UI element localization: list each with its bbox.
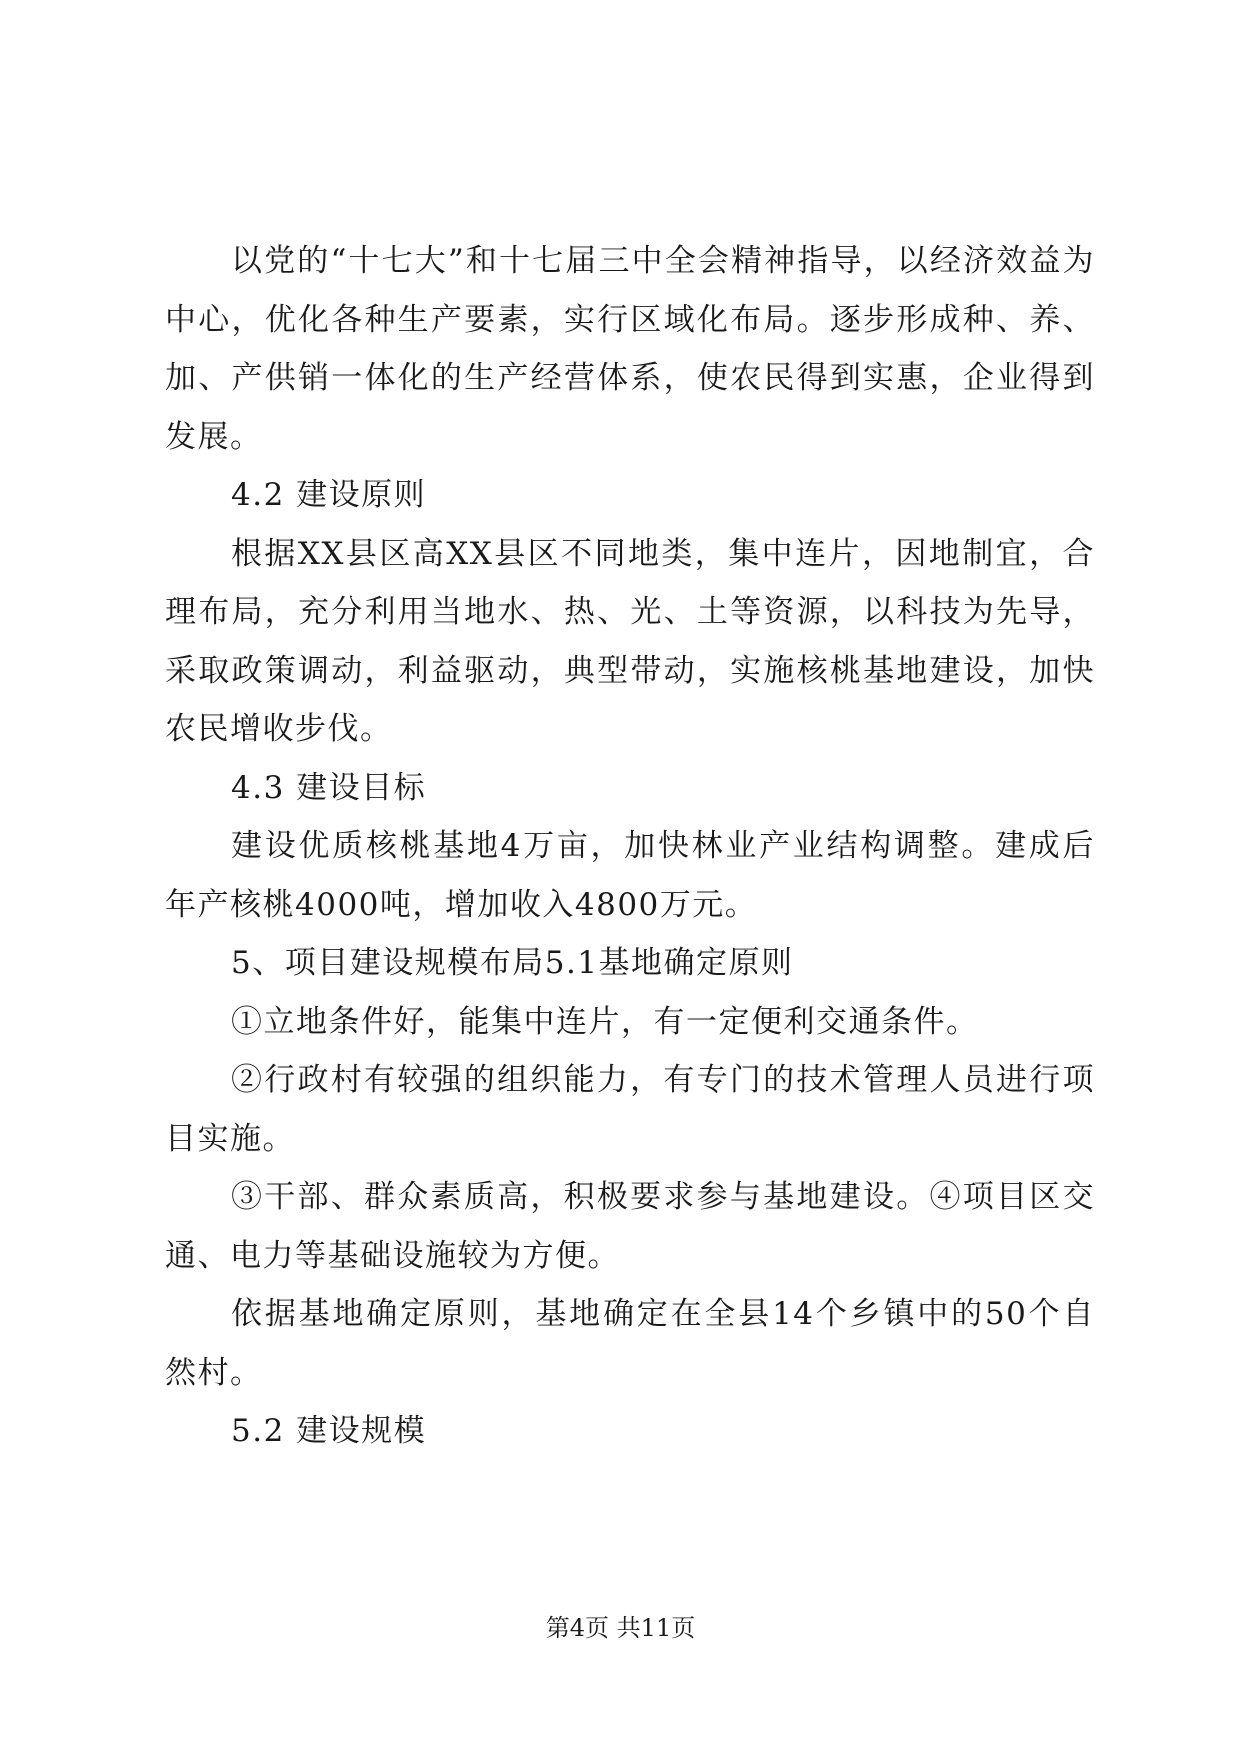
- list-item-criterion-2: ②行政村有较强的组织能力，有专门的技术管理人员进行项目实施。: [165, 1062, 1095, 1157]
- paragraph-guiding-principle: 以党的“十七大”和十七届三中全会精神指导，以经济效益为中心，优化各种生产要素，实行区域化布局。逐步形成种、养、加、产供销一体化的生产经营体系，使农民得到实惠，企业得到发展。: [165, 243, 1095, 455]
- paragraph-construction-principles: 根据XX县区高XX县区不同地类，集中连片，因地制宜，合理布局，充分利用当地水、热、光、土等资源，以科技为先导，采取政策调动，利益驱动，典型带动，实施核桃基地建设，加快农民增收步伐。: [165, 535, 1095, 747]
- list-item-criterion-3-4: ③干部、群众素质高，积极要求参与基地建设。④项目区交通、电力等基础设施较为方便。: [165, 1179, 1095, 1274]
- page-number-footer: 第4页 共11页: [545, 1614, 696, 1642]
- paragraph-construction-goals: 建设优质核桃基地4万亩，加快林业产业结构调整。建成后年产核桃4000吨，增加收入4800万元。: [165, 828, 1095, 923]
- heading-4-3: 4.3 建设目标: [231, 769, 427, 806]
- paragraph-base-location: 依据基地确定原则，基地确定在全县14个乡镇中的50个自然村。: [165, 1296, 1095, 1391]
- document-body: [165, 232, 1095, 1461]
- list-item-criterion-1: ①立地条件好，能集中连片，有一定便利交通条件。: [231, 1003, 979, 1040]
- heading-5-1: 5、项目建设规模布局5.1基地确定原则: [231, 945, 794, 981]
- heading-5-2: 5.2 建设规模: [231, 1413, 427, 1449]
- heading-4-2: 4.2 建设原则: [231, 477, 427, 513]
